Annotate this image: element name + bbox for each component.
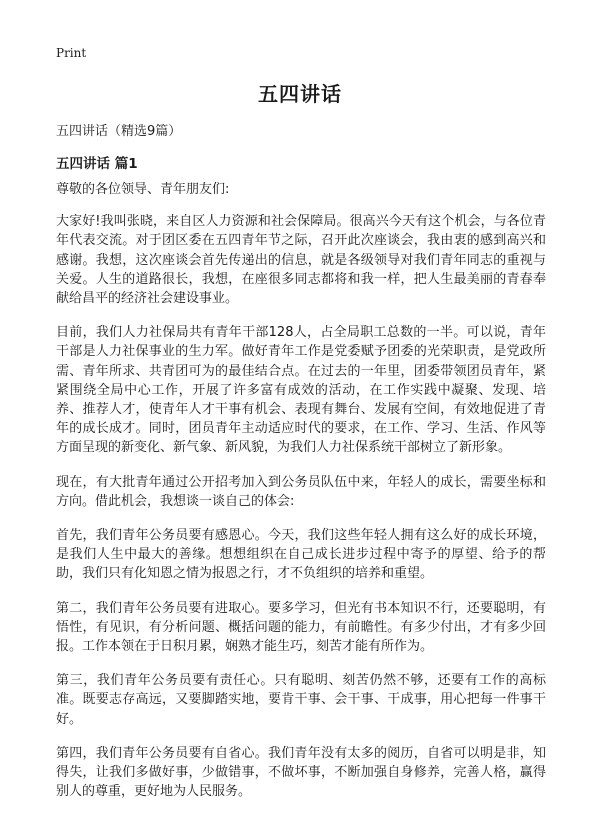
article-body	[56, 180, 546, 816]
document-subtitle: 五四讲话（精选9篇）	[56, 124, 182, 139]
paragraph-6: 第三，我们青年公务员要有责任心。只有聪明、刻苦仍然不够，还要有工作的高标准。既要志存高远，又要脚踏实地，要肯干事、会干事、干成事，用心把每一件事干好。	[56, 673, 546, 727]
page-title: 五四讲话	[258, 82, 342, 106]
print-link[interactable]: Print	[56, 46, 87, 60]
paragraph-1: 大家好!我叫张晓，来自区人力资源和社会保障局。很高兴今天有这个机会，与各位青年代表交流。对于团区委在五四青年节之际，召开此次座谈会，我由衷的感到高兴和感谢。我想，这次座谈会首先传递出的信息，就是各级领导对我们青年同志的重视与关爱。人生的道路很长，我想，在座很多同志都将和我一样，把人生最美丽的青春奉献给昌平的经济社会建设事业。	[56, 214, 546, 307]
paragraph-2: 目前，我们人力社保局共有青年干部128人，占全局职工总数的一半。可以说，青年干部是人力社保事业的生力军。做好青年工作是党委赋予团委的光荣职责，是党政所需、青年所求、共青团可为的最佳结合点。在过去的一年里，团委带领团员青年，紧紧围绕全局中心工作，开展了许多富有成效的活动，在工作实践中凝聚、发现、培养、推荐人才，使青年人才干事有机会、表现有舞台、发展有空间，有效地促进了青年的成长成才。同时，团员青年主动适应时代的要求，在工作、学习、生活、作风等方面呈现的新变化、新气象、新风貌，为我们人力社保系统干部树立了新形象。	[56, 325, 546, 456]
salutation: 尊敬的各位领导、青年朋友们:	[56, 182, 230, 197]
section-heading: 五四讲话 篇1	[56, 156, 138, 172]
paragraph-4: 首先，我们青年公务员要有感恩心。今天，我们这些年轻人拥有这么好的成长环境，是我们人生中最大的善缘。想想组织在自己成长进步过程中寄予的厚望、给予的帮助，我们只有化知恩之情为报恩之行，才不负组织的培养和重望。	[56, 528, 546, 582]
paragraph-5: 第二，我们青年公务员要有进取心。要多学习，但光有书本知识不行，还要聪明，有悟性，有见识，有分析问题、概括问题的能力，有前瞻性。有多少付出，才有多少回报。工作本领在于日积月累，娴熟才能生巧，刻苦才能有所作为。	[56, 600, 546, 655]
paragraph-7: 第四，我们青年公务员要有自省心。我们青年没有太多的阅历，自省可以明是非，知得失，让我们多做好事，少做错事，不做坏事，不断加强自身修养，完善人格，赢得别人的尊重，更好地为人民服务。	[56, 745, 546, 800]
paragraph-3: 现在，有大批青年通过公开招考加入到公务员队伍中来，年轻人的成长，需要坐标和方向。借此机会，我想谈一谈自己的体会:	[56, 474, 546, 509]
